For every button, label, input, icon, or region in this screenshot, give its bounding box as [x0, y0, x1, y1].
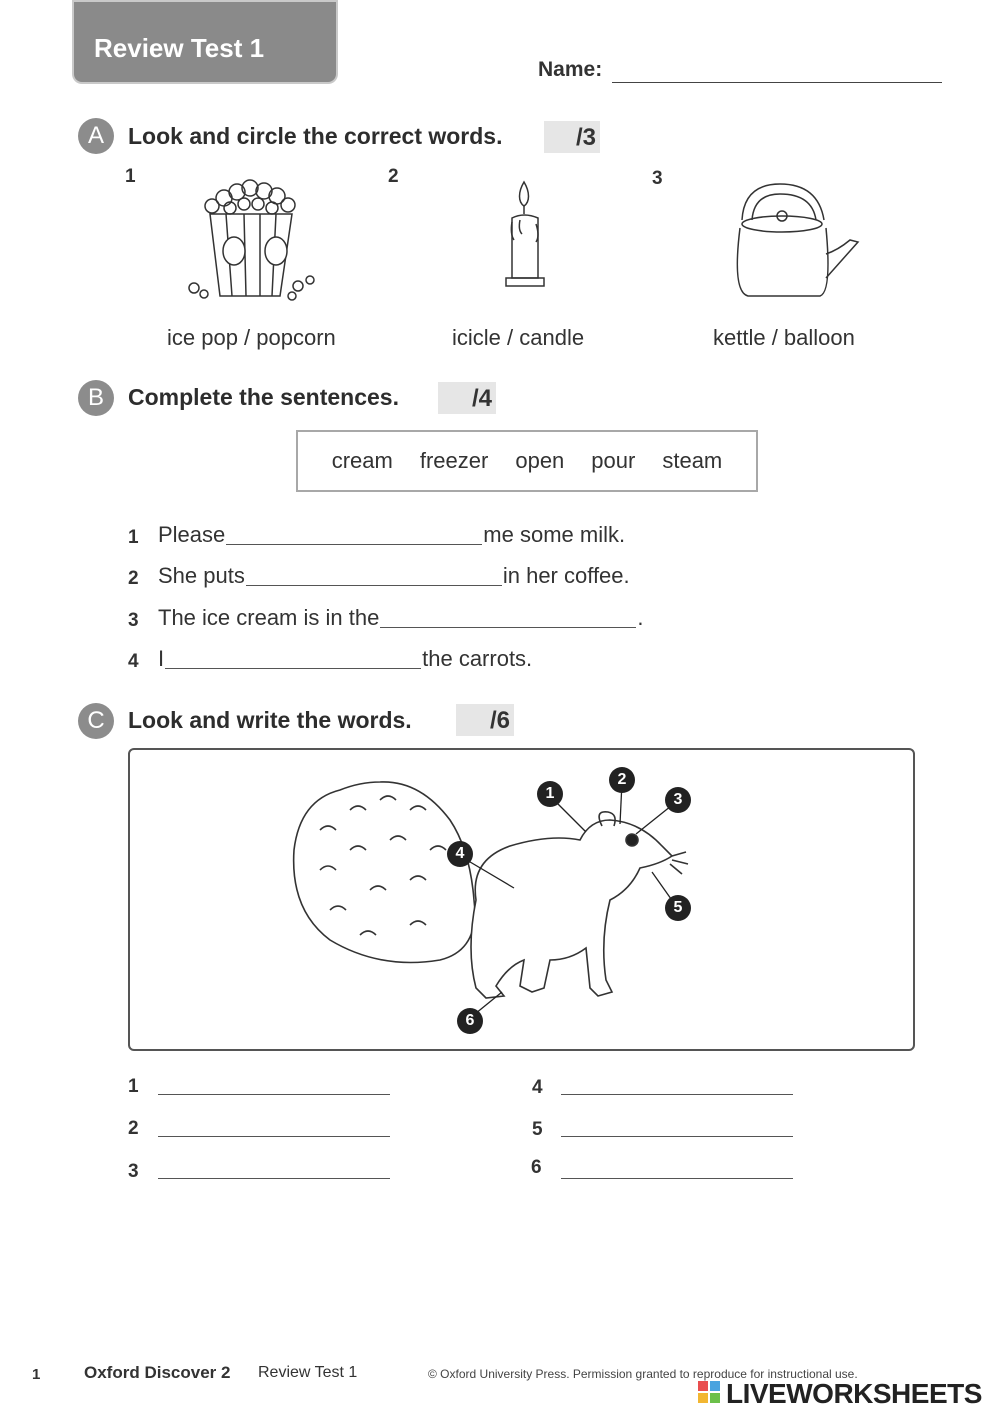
section-a-score: /3: [544, 121, 600, 153]
label-6: 6: [457, 1008, 483, 1034]
footer-copyright: © Oxford University Press. Permission granted to reproduce for instructional use.: [428, 1367, 858, 1381]
sentence-3-after: .: [637, 605, 644, 630]
word-bank: [296, 430, 758, 492]
sentence-1: [158, 522, 625, 548]
popcorn-icon: [182, 176, 322, 306]
section-a-instruction: Look and circle the correct words.: [128, 123, 503, 149]
sentence-1-number: 1: [128, 527, 139, 548]
answer-4-line[interactable]: [561, 1094, 793, 1095]
item-a2-choices: icicle / candle: [452, 325, 585, 350]
footer-book-title: Oxford Discover 2: [84, 1363, 231, 1382]
footer-test-name: Review Test 1: [258, 1364, 358, 1381]
section-a-badge: A: [78, 118, 114, 154]
word-bank-item: pour: [591, 448, 636, 473]
liveworksheets-logo-icon: [698, 1381, 722, 1405]
sentence-3-number: 3: [128, 610, 139, 631]
word-bank-item: open: [515, 448, 565, 473]
answer-1-number: 1: [128, 1076, 139, 1097]
item-a1-number: 1: [125, 166, 136, 187]
answer-5-line[interactable]: [561, 1136, 793, 1137]
liveworksheets-brand: LIVEWORKSHEETS: [726, 1378, 982, 1409]
sentence-2-after: in her coffee.: [502, 563, 630, 588]
name-label: Name:: [538, 58, 603, 81]
sentence-1-before: Please: [158, 522, 226, 547]
name-input-line[interactable]: [612, 82, 942, 83]
sentence-4-after: the carrots.: [422, 646, 533, 671]
answer-6-line[interactable]: [561, 1178, 793, 1179]
answer-2-line[interactable]: [158, 1136, 390, 1137]
label-4: 4: [447, 841, 473, 867]
sentence-2-before: She puts: [158, 563, 245, 588]
section-c-instruction: Look and write the words.: [128, 707, 412, 733]
item-a3-number: 3: [652, 168, 663, 189]
answer-6-number: 6: [531, 1157, 542, 1178]
sentence-4-blank[interactable]: [165, 668, 421, 669]
word-bank-item: steam: [662, 448, 723, 473]
word-bank-item: freezer: [419, 448, 489, 473]
sentence-2-blank[interactable]: [246, 585, 502, 586]
section-b-score: /4: [438, 382, 496, 414]
answer-3-number: 3: [128, 1161, 139, 1182]
page-title: Review Test 1: [94, 33, 265, 63]
item-a3-choices: kettle / balloon: [713, 325, 855, 350]
answer-3-line[interactable]: [158, 1178, 390, 1179]
label-1: 1: [537, 781, 563, 807]
answer-4-number: 4: [532, 1077, 543, 1098]
label-3: 3: [665, 787, 691, 813]
candle-icon: [500, 178, 550, 296]
sentence-3-before: The ice cream is in the: [158, 605, 380, 630]
sentence-2-number: 2: [128, 568, 139, 589]
sentence-4-before: I: [158, 646, 165, 671]
item-a2-number: 2: [388, 166, 399, 187]
section-b-badge: B: [78, 380, 114, 416]
liveworksheets-logo[interactable]: [698, 1378, 996, 1408]
answer-2-number: 2: [128, 1118, 139, 1139]
section-c-score: /6: [456, 704, 514, 736]
sentence-4-number: 4: [128, 651, 139, 672]
sentence-3-blank[interactable]: [380, 627, 636, 628]
sentence-1-after: me some milk.: [483, 522, 626, 547]
section-c-badge: C: [78, 703, 114, 739]
sentence-3: [158, 605, 643, 631]
item-a1-choices: ice pop / popcorn: [167, 325, 336, 350]
answer-1-line[interactable]: [158, 1094, 390, 1095]
sentence-1-blank[interactable]: [226, 544, 482, 545]
kettle-icon: [728, 180, 864, 302]
section-b-instruction: Complete the sentences.: [128, 384, 399, 410]
header-tab: [74, 2, 336, 82]
word-bank-item: cream: [331, 448, 393, 473]
footer-page-number: 1: [32, 1366, 41, 1383]
sentence-4: [158, 646, 532, 672]
label-layer: [128, 748, 915, 1051]
sentence-2: [158, 563, 630, 589]
label-5: 5: [665, 895, 691, 921]
label-2: 2: [609, 767, 635, 793]
answer-5-number: 5: [532, 1119, 543, 1140]
